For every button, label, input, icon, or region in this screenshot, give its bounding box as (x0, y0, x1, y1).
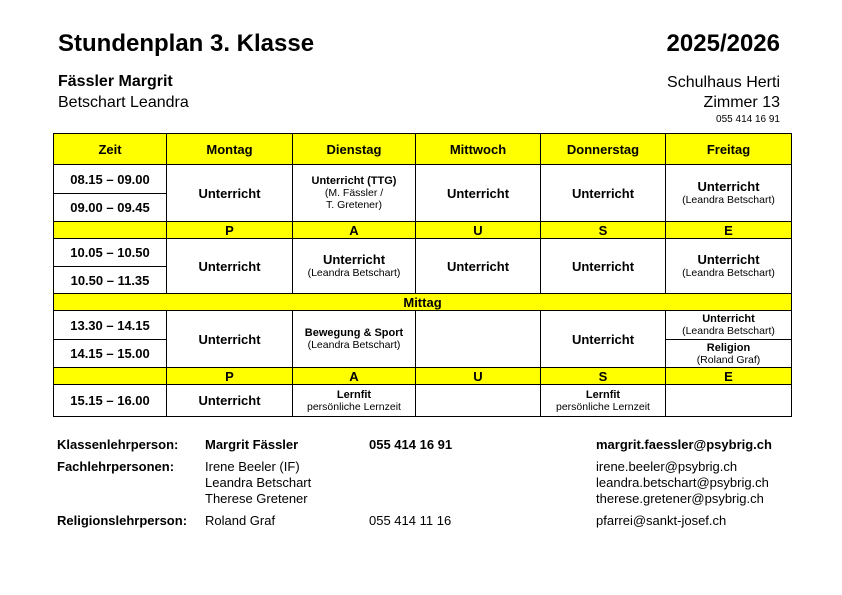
klassen-name: Margrit Fässler (205, 437, 299, 452)
fach-email[interactable]: leandra.betschart@psybrig.ch (596, 475, 769, 490)
lesson-cell (293, 165, 416, 222)
lesson-cell (293, 239, 416, 294)
lesson-cell (541, 385, 666, 417)
teacher-second: Betschart Leandra (58, 94, 189, 111)
lesson-cell (293, 385, 416, 417)
pause-letter: A (293, 368, 416, 385)
klassen-email[interactable]: margrit.faessler@psybrig.ch (596, 437, 772, 452)
lesson-teacher: (Roland Graf) (696, 353, 761, 366)
religion-name: Roland Graf (205, 513, 276, 528)
lesson-teacher: (Leandra Betschart) (682, 194, 775, 206)
time-cell: 09.00 – 09.45 (54, 194, 167, 222)
lesson-cell: Unterricht (541, 311, 666, 368)
table-row (54, 311, 792, 340)
mittag-row (54, 294, 792, 311)
lesson-teacher: (Leandra Betschart) (307, 267, 401, 279)
pause-letter: P (167, 368, 293, 385)
column-header: Dienstag (293, 134, 416, 165)
lesson-cell (666, 239, 792, 294)
lesson-teacher: (Leandra Betschart) (307, 339, 401, 351)
lesson-teacher: (Leandra Betschart) (682, 267, 775, 279)
pause-letter: E (666, 368, 792, 385)
lesson-cell: Unterricht (167, 385, 293, 417)
table-row (54, 165, 792, 194)
mittag-label: Mittag (54, 294, 792, 311)
lesson-cell (666, 311, 792, 340)
pause-letter: U (416, 222, 541, 239)
column-header: Mittwoch (416, 134, 541, 165)
fach-name: Irene Beeler (IF) (205, 459, 300, 474)
lesson-teacher: (M. Fässler / (324, 187, 384, 199)
lesson-title: Unterricht (322, 252, 386, 267)
room-number: Zimmer 13 (703, 94, 780, 111)
klassen-label: Klassenlehrperson: (57, 437, 179, 452)
lesson-title: Religion (706, 341, 751, 354)
lesson-note: persönliche Lernzeit (307, 400, 401, 413)
lesson-teacher: T. Gretener) (325, 199, 383, 211)
lesson-cell: Unterricht (167, 165, 293, 222)
lesson-title: Unterricht (697, 179, 760, 194)
time-cell: 10.50 – 11.35 (54, 267, 167, 294)
religion-label: Religionslehrperson: (57, 513, 188, 528)
table-header-row (54, 134, 792, 165)
lesson-title: Unterricht (702, 313, 755, 325)
lesson-title: Lernfit (336, 388, 372, 401)
fach-email[interactable]: therese.gretener@psybrig.ch (596, 491, 764, 506)
time-cell: 08.15 – 09.00 (54, 165, 167, 194)
lesson-note: persönliche Lernzeit (556, 400, 650, 413)
empty-cell (666, 385, 792, 417)
fach-name: Leandra Betschart (205, 475, 312, 490)
pause-cell (54, 368, 167, 385)
school-year: 2025/2026 (666, 30, 780, 57)
school-name: Schulhaus Herti (667, 74, 780, 91)
empty-cell (416, 385, 541, 417)
time-cell: 13.30 – 14.15 (54, 311, 167, 340)
column-header: Donnerstag (541, 134, 666, 165)
lesson-title: Lernfit (585, 388, 621, 401)
column-header: Zeit (54, 134, 167, 165)
lesson-cell: Unterricht (416, 165, 541, 222)
table-row (54, 385, 792, 417)
lesson-cell: Unterricht (541, 239, 666, 294)
lesson-cell: Unterricht (416, 239, 541, 294)
pause-letter: S (541, 368, 666, 385)
pause-letter: S (541, 222, 666, 239)
schedule-table (53, 133, 792, 417)
pause-cell (54, 222, 167, 239)
lesson-cell (666, 165, 792, 222)
lesson-title: Bewegung & Sport (304, 327, 404, 339)
religion-phone: 055 414 11 16 (369, 513, 452, 528)
religion-email[interactable]: pfarrei@sankt-josef.ch (596, 513, 727, 528)
table-row (54, 239, 792, 267)
teacher-main: Fässler Margrit (58, 73, 173, 90)
pause-row (54, 368, 792, 385)
page-title: Stundenplan 3. Klasse (58, 30, 315, 57)
pause-row (54, 222, 792, 239)
lesson-title: Unterricht (TTG) (311, 175, 397, 187)
school-phone: 055 414 16 91 (716, 114, 780, 125)
lesson-title: Unterricht (697, 252, 760, 267)
fach-name: Therese Gretener (205, 491, 308, 506)
column-header: Freitag (666, 134, 792, 165)
time-cell: 14.15 – 15.00 (54, 340, 167, 368)
lesson-cell (293, 311, 416, 368)
time-cell: 15.15 – 16.00 (54, 385, 167, 417)
pause-letter: E (666, 222, 792, 239)
column-header: Montag (167, 134, 293, 165)
fach-email[interactable]: irene.beeler@psybrig.ch (596, 459, 738, 474)
lesson-cell (666, 340, 792, 368)
pause-letter: P (167, 222, 293, 239)
lesson-cell: Unterricht (541, 165, 666, 222)
fach-label: Fachlehrpersonen: (57, 459, 175, 474)
pause-letter: A (293, 222, 416, 239)
lesson-cell: Unterricht (167, 239, 293, 294)
lesson-cell: Unterricht (167, 311, 293, 368)
pause-letter: U (416, 368, 541, 385)
empty-cell (416, 311, 541, 368)
time-cell: 10.05 – 10.50 (54, 239, 167, 267)
lesson-teacher: (Leandra Betschart) (682, 325, 775, 337)
klassen-phone: 055 414 16 91 (369, 437, 453, 452)
